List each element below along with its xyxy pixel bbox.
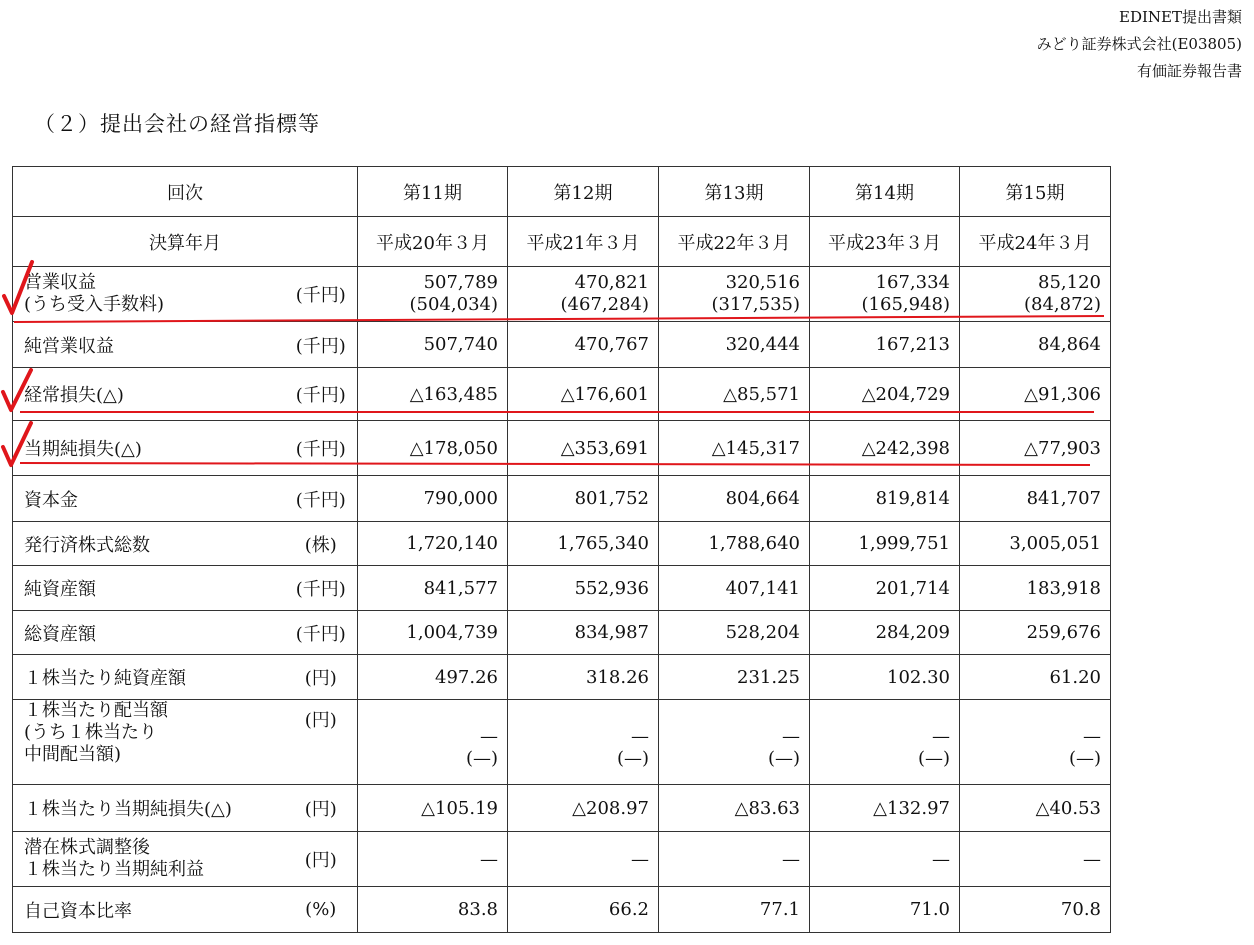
table-row xyxy=(13,832,1111,887)
header-report-type: 有価証券報告書 xyxy=(1136,62,1242,80)
row-label-cell xyxy=(13,700,289,785)
unit-cell: (円) xyxy=(289,655,358,700)
value-cell: 231.25 xyxy=(659,655,810,700)
period-cell: 平成21年３月 xyxy=(508,217,659,267)
value-cell: 84,864 xyxy=(960,322,1111,368)
table-row xyxy=(13,522,1111,566)
value-cell: △145,317 xyxy=(659,421,810,476)
unit-cell: (千円) xyxy=(289,566,358,611)
value-cell: — xyxy=(960,832,1111,887)
value-sub: (—) xyxy=(1068,748,1101,769)
header-doc-type: EDINET提出書類 xyxy=(1119,8,1242,26)
table-row xyxy=(13,700,1111,785)
row-label-cell: 総資産額 xyxy=(13,611,289,655)
value-cell: △163,485 xyxy=(358,368,508,421)
value-cell: △85,571 xyxy=(659,368,810,421)
table-row xyxy=(13,785,1111,832)
value-cell: 819,814 xyxy=(810,476,960,522)
row-label-cell xyxy=(13,832,289,887)
value-cell: 801,752 xyxy=(508,476,659,522)
table-row xyxy=(13,887,1111,933)
row-label-cell: １株当たり当期純損失(△) xyxy=(13,785,289,832)
value-cell: 507,740 xyxy=(358,322,508,368)
value-main: 85,120 xyxy=(1038,272,1101,293)
table-row xyxy=(13,566,1111,611)
header-row xyxy=(13,167,1111,217)
value-cell: △204,729 xyxy=(810,368,960,421)
value-main: 320,516 xyxy=(725,272,800,293)
row-label-cell: 当期純損失(△) xyxy=(13,421,289,476)
value-cell: 259,676 xyxy=(960,611,1111,655)
unit-cell: (千円) xyxy=(289,421,358,476)
value-cell: 528,204 xyxy=(659,611,810,655)
unit-cell: (株) xyxy=(289,522,358,566)
financial-indicators-table xyxy=(12,166,1111,933)
unit-cell: (千円) xyxy=(289,267,358,322)
value-main: — xyxy=(932,726,950,747)
row-label: 営業収益 xyxy=(24,272,96,293)
value-sub: (—) xyxy=(616,748,649,769)
period-cell: 第14期 xyxy=(810,167,960,217)
value-cell xyxy=(508,700,659,785)
value-cell: 1,788,640 xyxy=(659,522,810,566)
value-cell: — xyxy=(659,832,810,887)
value-cell: △40.53 xyxy=(960,785,1111,832)
value-cell: 83.8 xyxy=(358,887,508,933)
value-cell xyxy=(659,700,810,785)
value-cell xyxy=(358,267,508,322)
value-cell: 804,664 xyxy=(659,476,810,522)
unit-cell: (千円) xyxy=(289,322,358,368)
value-cell xyxy=(960,700,1111,785)
value-cell: 318.26 xyxy=(508,655,659,700)
value-cell: — xyxy=(358,832,508,887)
value-cell: 1,004,739 xyxy=(358,611,508,655)
row-label-cell: 資本金 xyxy=(13,476,289,522)
value-cell: 552,936 xyxy=(508,566,659,611)
value-cell: 61.20 xyxy=(960,655,1111,700)
value-main: — xyxy=(480,726,498,747)
value-cell: 1,999,751 xyxy=(810,522,960,566)
value-cell xyxy=(960,267,1111,322)
period-cell: 平成23年３月 xyxy=(810,217,960,267)
document-header xyxy=(1037,4,1242,85)
row-label-line2: １株当たり当期純利益 xyxy=(24,859,204,880)
value-cell: 167,213 xyxy=(810,322,960,368)
value-cell: 70.8 xyxy=(960,887,1111,933)
row-label-cell: 自己資本比率 xyxy=(13,887,289,933)
table-row xyxy=(13,421,1111,476)
header-label-cell: 決算年月 xyxy=(13,217,358,267)
table-row xyxy=(13,476,1111,522)
unit-cell: (円) xyxy=(289,700,358,785)
value-cell: △208.97 xyxy=(508,785,659,832)
header-label-cell: 回次 xyxy=(13,167,358,217)
value-cell xyxy=(810,700,960,785)
value-main: 470,821 xyxy=(574,272,649,293)
row-label: １株当たり配当額 xyxy=(24,700,168,721)
value-cell: 66.2 xyxy=(508,887,659,933)
value-cell: 1,765,340 xyxy=(508,522,659,566)
value-cell: 71.0 xyxy=(810,887,960,933)
table-row xyxy=(13,267,1111,322)
value-cell: 102.30 xyxy=(810,655,960,700)
unit-cell: (千円) xyxy=(289,368,358,421)
row-label-cell xyxy=(13,267,289,322)
value-cell: 3,005,051 xyxy=(960,522,1111,566)
value-cell: 1,720,140 xyxy=(358,522,508,566)
value-main: 507,789 xyxy=(423,272,498,293)
row-label-cell: 経常損失(△) xyxy=(13,368,289,421)
period-cell: 平成20年３月 xyxy=(358,217,508,267)
value-cell xyxy=(659,267,810,322)
value-sub: (—) xyxy=(767,748,800,769)
unit-cell: (千円) xyxy=(289,611,358,655)
value-sub: (317,535) xyxy=(711,294,800,315)
row-label-cell: 純営業収益 xyxy=(13,322,289,368)
value-cell: 284,209 xyxy=(810,611,960,655)
value-main: — xyxy=(631,726,649,747)
value-cell: 841,577 xyxy=(358,566,508,611)
value-cell: 841,707 xyxy=(960,476,1111,522)
value-cell: 183,918 xyxy=(960,566,1111,611)
table-row xyxy=(13,611,1111,655)
value-sub: (—) xyxy=(465,748,498,769)
row-label-line2: (うち受入手数料) xyxy=(24,294,165,315)
section-title: （２）提出会社の経営指標等 xyxy=(34,112,320,136)
row-label: 潜在株式調整後 xyxy=(24,837,150,858)
period-cell: 第15期 xyxy=(960,167,1111,217)
value-cell: △83.63 xyxy=(659,785,810,832)
unit-cell: (千円) xyxy=(289,476,358,522)
value-cell: 834,987 xyxy=(508,611,659,655)
value-sub: (467,284) xyxy=(560,294,649,315)
row-label-line3: 中間配当額) xyxy=(24,744,122,765)
unit-cell: (円) xyxy=(289,785,358,832)
unit-cell: (円) xyxy=(289,832,358,887)
value-cell: △77,903 xyxy=(960,421,1111,476)
value-sub: (504,034) xyxy=(409,294,498,315)
value-sub: (165,948) xyxy=(861,294,950,315)
value-cell: △178,050 xyxy=(358,421,508,476)
value-sub: (—) xyxy=(917,748,950,769)
value-cell xyxy=(358,700,508,785)
period-cell: 第12期 xyxy=(508,167,659,217)
value-cell: △353,691 xyxy=(508,421,659,476)
table-row xyxy=(13,655,1111,700)
value-cell: — xyxy=(810,832,960,887)
value-cell: 407,141 xyxy=(659,566,810,611)
value-cell xyxy=(810,267,960,322)
row-label-line2: (うち１株当たり xyxy=(24,722,158,743)
unit-cell: (%) xyxy=(289,887,358,933)
value-cell: 497.26 xyxy=(358,655,508,700)
value-cell: △176,601 xyxy=(508,368,659,421)
row-label-cell: １株当たり純資産額 xyxy=(13,655,289,700)
value-cell xyxy=(508,267,659,322)
period-cell: 第13期 xyxy=(659,167,810,217)
value-cell: △91,306 xyxy=(960,368,1111,421)
header-row xyxy=(13,217,1111,267)
value-main: 167,334 xyxy=(875,272,950,293)
value-sub: (84,872) xyxy=(1023,294,1101,315)
value-cell: 470,767 xyxy=(508,322,659,368)
period-cell: 平成24年３月 xyxy=(960,217,1111,267)
value-cell: 201,714 xyxy=(810,566,960,611)
row-label-cell: 純資産額 xyxy=(13,566,289,611)
value-cell: 790,000 xyxy=(358,476,508,522)
header-company: みどり証券株式会社(E03805) xyxy=(1036,35,1242,53)
value-cell: 77.1 xyxy=(659,887,810,933)
period-cell: 第11期 xyxy=(358,167,508,217)
table-row xyxy=(13,322,1111,368)
value-cell: △105.19 xyxy=(358,785,508,832)
value-cell: 320,444 xyxy=(659,322,810,368)
value-cell: △132.97 xyxy=(810,785,960,832)
value-main: — xyxy=(782,726,800,747)
period-cell: 平成22年３月 xyxy=(659,217,810,267)
value-cell: △242,398 xyxy=(810,421,960,476)
value-cell: — xyxy=(508,832,659,887)
value-main: — xyxy=(1083,726,1101,747)
table-row xyxy=(13,368,1111,421)
row-label-cell: 発行済株式総数 xyxy=(13,522,289,566)
